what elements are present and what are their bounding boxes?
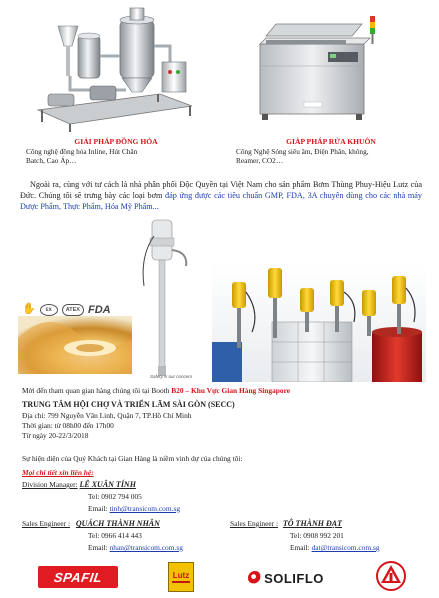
invite-text: Mời đến tham quan gian hàng chúng tôi tại Booth: [22, 386, 170, 395]
venue-dates: Từ ngày 20-22/3/2018: [22, 430, 89, 440]
sales1-email-label: Email:: [88, 542, 108, 552]
sales2-email-row: [290, 543, 380, 553]
sales2-email-link[interactable]: dat@transicom.com.sg: [311, 542, 380, 552]
crossed-hand-icon: ✋: [22, 303, 36, 316]
pump-tagline: Safety is our concern: [150, 374, 193, 379]
lutz-logo-bar-icon: [172, 581, 190, 583]
sales1-name: QUÁCH THÀNH NHÂN: [75, 519, 160, 528]
intro-text: Ngoài ra, cùng với tư cách là nhà phân phối Độc Quyền tại Việt Nam cho sản phẩm Bơm Thùng Phuy-Hiệu Lutz của Đức. Chúng tôi sẽ trưng bày các loại bơm: [20, 180, 422, 200]
sales2-details: [290, 531, 380, 553]
sales2-contact: [230, 519, 342, 530]
spafil-logo: SPAFIL: [38, 566, 118, 588]
ex-icon: εx: [40, 304, 58, 316]
intro-paragraph: [20, 180, 422, 212]
lutz-pumps-image: [212, 262, 426, 382]
venue-name: TRUNG TÂM HỘI CHỢ VÀ TRIỂN LÃM SÀI GÒN (SECC): [22, 400, 235, 409]
ultrasonic-washer-image: [252, 16, 378, 122]
manager-details: [88, 492, 180, 514]
drum-pump-image: [132, 216, 192, 386]
manager-email-label: Email:: [88, 503, 108, 513]
sales2-email-label: Email:: [290, 542, 310, 552]
intro-highlight: đáp ứng được các tiêu chuẩn GMP, FDA, 3A chuyên dùng cho các nhà máy Dược Phẩm, Thực Phẩm, Hóa Mỹ Phẩm...: [20, 190, 422, 211]
sales1-role: Sales Engineer :: [22, 519, 71, 528]
triangle-emblem-icon: [376, 560, 406, 592]
lutz-logo: Lutz: [168, 562, 194, 592]
soliflo-logo: SOLIFLO: [238, 566, 334, 590]
manager-email-row: [88, 504, 180, 514]
invite-line: [22, 386, 290, 396]
manager-name: LÊ XUÂN TÍNH: [79, 480, 136, 489]
venue-block: [22, 400, 422, 441]
venue-address: Địa chỉ: 799 Nguyễn Văn Linh, Quận 7, TP.Hồ Chí Minh: [22, 410, 192, 420]
mold-cleaning-title: GIẢP PHÁP RỬA KHUÔN: [286, 137, 376, 146]
sales2-role: Sales Engineer :: [230, 519, 279, 528]
homogenizer-line-1: Công nghệ đồng hóa Inline, Hút Chân: [26, 146, 138, 156]
booth-location: B20 – Khu Vực Gian Hàng Singapore: [171, 386, 290, 395]
mold-cleaning-line-2: Reamer, CO2…: [236, 156, 284, 166]
mold-cleaning-line-1: Công Nghệ Sóng siêu âm, Điện Phân, không,: [236, 146, 369, 156]
homogenizer-title: GIẢI PHÁP ĐỒNG HÓA: [74, 137, 158, 146]
manager-email-link[interactable]: tinh@transicom.com.sg: [109, 503, 181, 513]
cert-icons: [22, 300, 142, 320]
sales1-tel: Tel: 0966 414 443: [88, 531, 142, 540]
manager-role: Division Manager:: [22, 480, 78, 489]
homogenizer-image: [30, 6, 195, 134]
sales1-details: [88, 531, 183, 553]
soliflo-swirl-icon: [248, 571, 262, 585]
manager-tel: Tel: 0902 794 005: [88, 492, 142, 501]
mold-cleaning-caption: [236, 137, 426, 166]
sales1-email-link[interactable]: nhan@transicom.com.sg: [109, 542, 183, 552]
fda-logo: FDA: [87, 304, 111, 316]
sales1-contact: [22, 519, 160, 530]
contact-heading: Mọi chi tiết xin liên hệ:: [22, 468, 94, 477]
sales1-email-row: [88, 543, 183, 553]
atex-badge-icon: ATEX: [62, 304, 84, 316]
triangle-emblem-logo: [376, 560, 406, 592]
honor-text: Sự hiện diện của Quý Khách tại Gian Hàng là niềm vinh dự của chúng tôi:: [22, 454, 243, 463]
sales2-tel: Tel: 0908 992 201: [290, 531, 344, 540]
venue-time: Thời gian: từ 08h00 đến 17h00: [22, 420, 114, 430]
homogenizer-line-2: Batch, Cao Áp…: [26, 156, 77, 166]
manager-contact: [22, 480, 136, 491]
homogenizer-caption: [26, 137, 206, 166]
sales2-name: TÔ THÀNH ĐẠT: [282, 519, 342, 528]
